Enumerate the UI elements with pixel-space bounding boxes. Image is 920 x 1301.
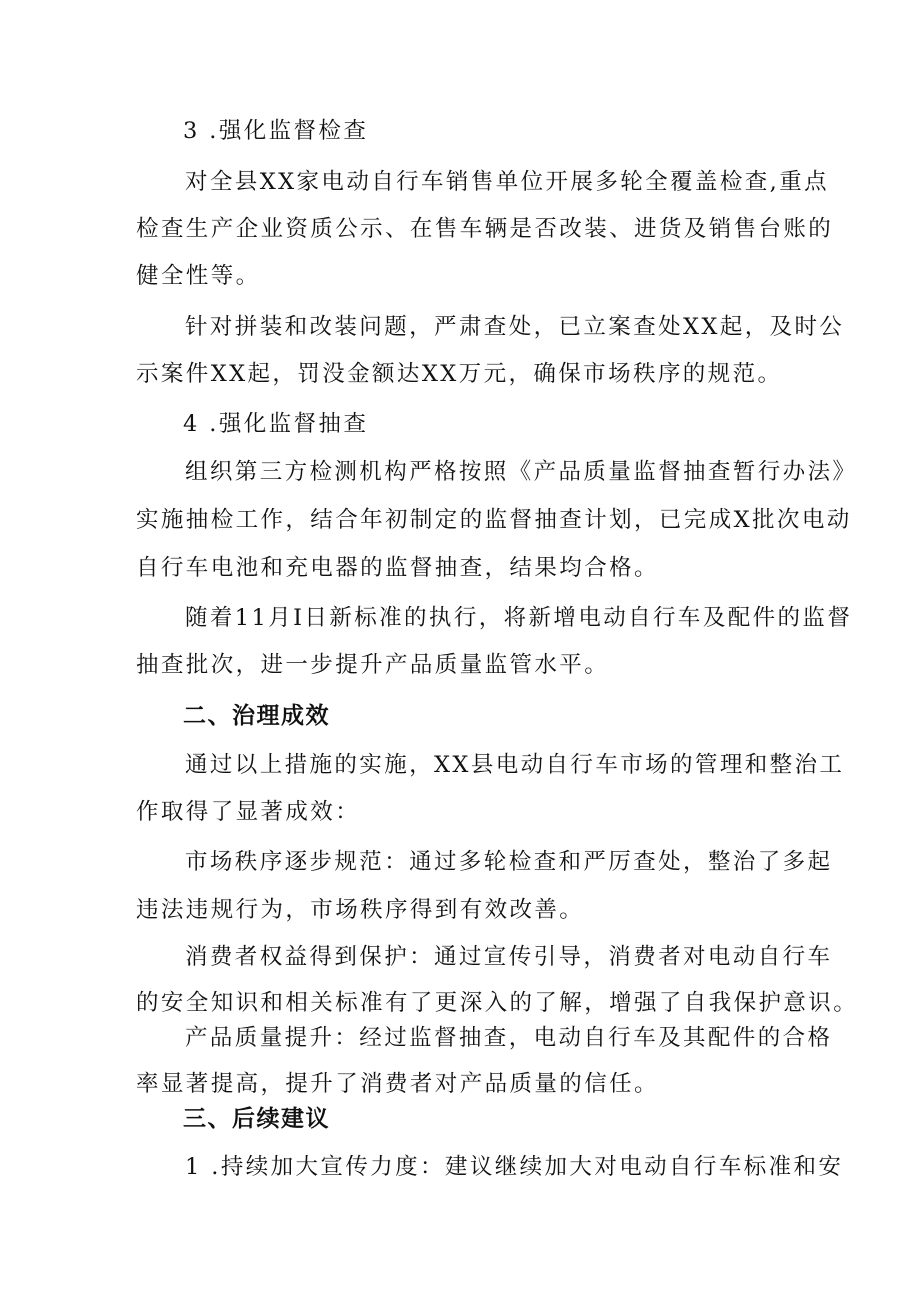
- paragraph-line: 抽查批次，进一步提升产品质量监管水平。: [136, 652, 610, 678]
- section-4-heading: 4 .强化监督抽查: [183, 411, 369, 437]
- paragraph-line: 消费者权益得到保护：通过宣传引导，消费者对电动自行车: [185, 944, 833, 970]
- paragraph-line: 市场秩序逐步规范：通过多轮检查和严厉查处，整治了多起: [185, 849, 833, 875]
- paragraph-line: 通过以上措施的实施，XX县电动自行车市场的管理和整治工: [185, 752, 845, 778]
- paragraph-line: 的安全知识和相关标准有了更深入的了解，增强了自我保护意识。: [136, 990, 859, 1016]
- paragraph-line: 自行车电池和充电器的监督抽查，结果均合格。: [136, 555, 659, 581]
- paragraph-line: 检查生产企业资质公示、在售车辆是否改装、进货及销售台账的: [136, 216, 834, 242]
- paragraph-line: 率显著提高，提升了消费者对产品质量的信任。: [136, 1071, 659, 1097]
- paragraph-line: 组织第三方检测机构严格按照《产品质量监督抽查暂行办法》: [185, 459, 858, 485]
- part-3-heading: 三、后续建议: [183, 1106, 330, 1132]
- paragraph-line: 实施抽检工作，结合年初制定的监督抽查计划，已完成X批次电动: [136, 507, 852, 533]
- paragraph-line: 健全性等。: [136, 263, 261, 289]
- paragraph-line: 示案件XX起，罚没金额达XX万元，确保市场秩序的规范。: [136, 361, 783, 387]
- paragraph-line: 随着11月I日新标准的执行，将新增电动自行车及配件的监督: [185, 605, 853, 631]
- paragraph-line: 1 .持续加大宣传力度：建议继续加大对电动自行车标准和安: [185, 1154, 844, 1180]
- part-2-heading: 二、治理成效: [183, 703, 330, 729]
- paragraph-line: 针对拼装和改装问题，严肃查处，已立案查处XX起，及时公: [185, 314, 845, 340]
- paragraph-line: 对全县XX家电动自行车销售单位开展多轮全覆盖检查,重点: [185, 169, 829, 195]
- paragraph-line: 违法违规行为，市场秩序得到有效改善。: [136, 897, 585, 923]
- paragraph-line: 产品质量提升：经过监督抽查，电动自行车及其配件的合格: [185, 1025, 833, 1051]
- paragraph-line: 作取得了显著成效：: [136, 799, 361, 825]
- section-3-heading: 3 .强化监督检查: [183, 118, 369, 144]
